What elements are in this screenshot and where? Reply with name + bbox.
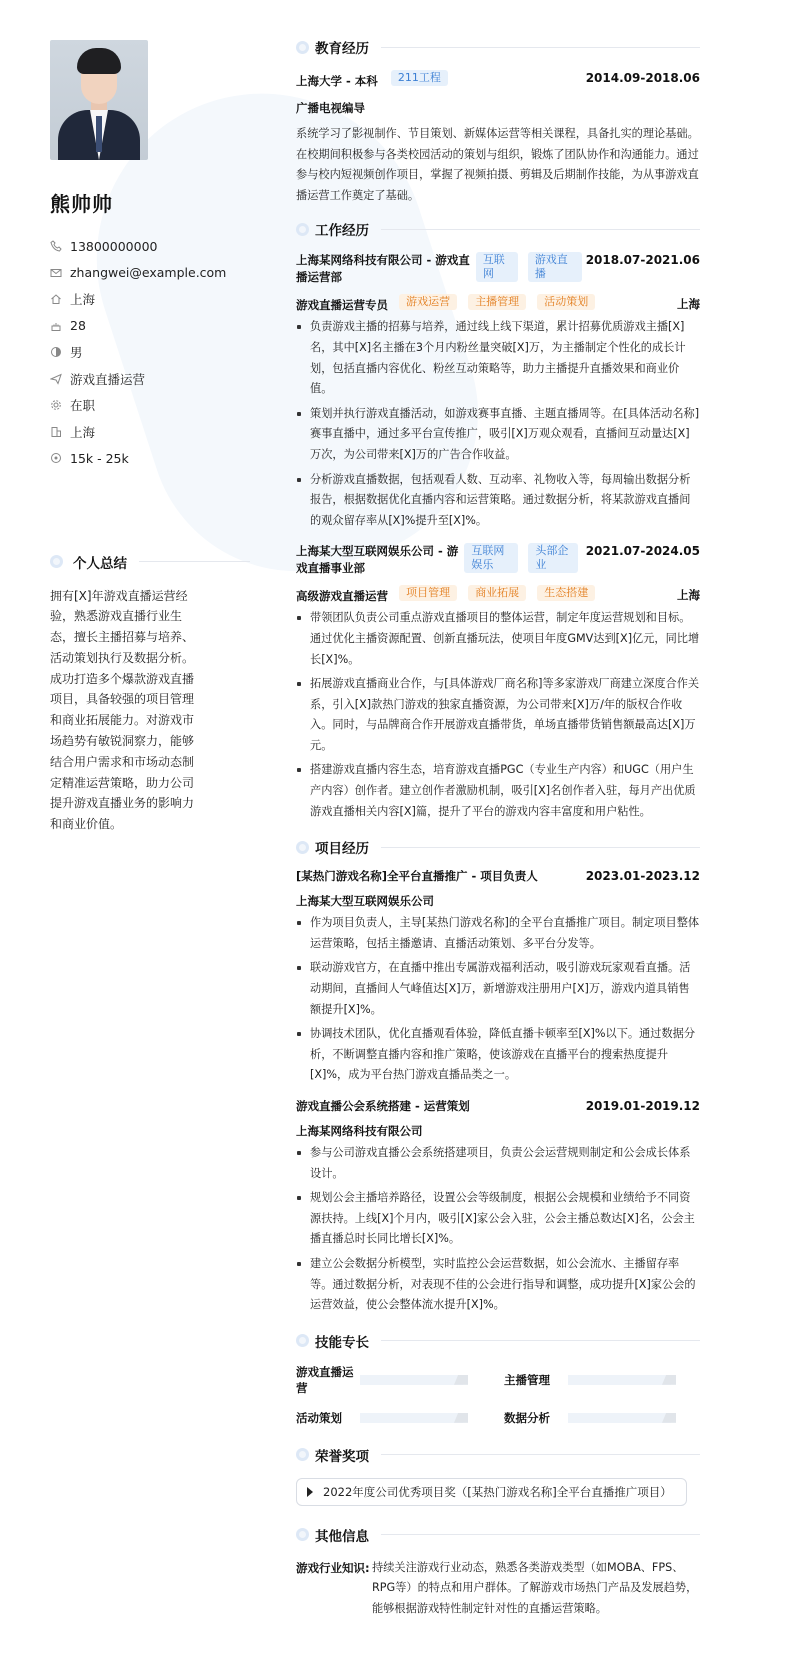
awards-title: 荣誉奖项 bbox=[315, 1448, 369, 1465]
list-item: 负责游戏主播的招募与培养，通过线上线下渠道，累计招募优质游戏主播[X]名，其中[X]名主播在3个月内粉丝量突破[X]万，为主播制定个性化的成长计划，包括直播内容优化、粉丝互动策略等，助力主播提升直播效果和商业价值。 bbox=[296, 317, 700, 399]
awards-header bbox=[296, 1444, 700, 1466]
skill-tag: 主播管理 bbox=[468, 294, 526, 310]
job-bullets bbox=[296, 608, 700, 822]
section-dot-icon bbox=[50, 555, 63, 568]
summary-text: 拥有[X]年游戏直播运营经验，熟悉游戏直播行业生态，擅长主播招募与培养、活动策划执行及数据分析。成功打造多个爆款游戏直播项目，具备较强的项目管理和商业拓展能力。对游戏市场趋势有敏锐洞察力，能够结合用户需求和市场动态制定精准运营策略，助力公司提升游戏直播业务的影响力和商业价值。 bbox=[50, 588, 195, 832]
list-item: 带领团队负责公司重点游戏直播项目的整体运营，制定年度运营规划和目标。通过优化主播资源配置、创新直播玩法，使项目年度GMV达到[X]亿元，同比增长[X]%。 bbox=[296, 608, 700, 670]
list-item: 搭建游戏直播内容生态，培育游戏直播PGC（专业生产内容）和UGC（用户生产内容）创作者。建立创作者激励机制，吸引[X]名创作者入驻，每月产出优质游戏直播相关内容[X]篇，提升了平台的游戏内容丰富度和用户粘性。 bbox=[296, 760, 700, 822]
project-org: 上海某网络科技有限公司 bbox=[296, 1124, 423, 1138]
skill-level-bar bbox=[360, 1375, 468, 1385]
skill-item bbox=[296, 1364, 492, 1396]
job-tag: 互联网娱乐 bbox=[464, 543, 518, 573]
project-date: 2019.01-2019.12 bbox=[585, 1099, 700, 1113]
section-divider bbox=[381, 229, 700, 230]
section-divider bbox=[381, 1340, 700, 1341]
skill-name: 主播管理 bbox=[504, 1372, 550, 1387]
job-city: 上海 bbox=[677, 587, 700, 602]
candidate-name: 熊帅帅 bbox=[50, 192, 113, 216]
skill-tag: 生态搭建 bbox=[537, 585, 595, 601]
contact-salary bbox=[50, 445, 250, 472]
play-icon bbox=[307, 1487, 313, 1497]
skill-item bbox=[504, 1410, 700, 1426]
coin-icon bbox=[50, 452, 62, 464]
project-item bbox=[296, 1098, 700, 1316]
status-value: 在职 bbox=[70, 398, 96, 414]
contact-age bbox=[50, 313, 250, 340]
other-title: 其他信息 bbox=[315, 1528, 369, 1545]
contact-phone bbox=[50, 233, 250, 260]
job-date: 2021.07-2024.05 bbox=[585, 544, 700, 559]
education-major: 广播电视编导 bbox=[296, 101, 365, 115]
contact-location bbox=[50, 286, 250, 313]
skill-name: 游戏直播运营 bbox=[296, 1364, 354, 1395]
skill-level-bar bbox=[360, 1413, 468, 1423]
skill-name: 活动策划 bbox=[296, 1410, 342, 1425]
other-info-label: 游戏行业知识: bbox=[296, 1560, 370, 1575]
skill-tag: 游戏运营 bbox=[399, 294, 457, 310]
school-name: 上海大学 - 本科 bbox=[296, 74, 378, 88]
job-role-row bbox=[296, 294, 700, 313]
job-date: 2018.07-2021.06 bbox=[585, 253, 700, 268]
skill-level-bar bbox=[568, 1413, 676, 1423]
target-role-value: 游戏直播运营 bbox=[70, 371, 146, 387]
section-divider bbox=[381, 847, 700, 848]
contact-status bbox=[50, 392, 250, 419]
skill-name: 数据分析 bbox=[504, 1410, 550, 1425]
education-header bbox=[296, 36, 700, 58]
target-city-value: 上海 bbox=[70, 424, 96, 440]
section-divider bbox=[381, 1454, 700, 1455]
phone-icon bbox=[50, 240, 62, 252]
skill-item bbox=[504, 1364, 700, 1396]
job-role: 高级游戏直播运营 bbox=[296, 589, 388, 604]
section-divider bbox=[381, 47, 700, 48]
location-value: 上海 bbox=[70, 292, 96, 308]
work-title: 工作经历 bbox=[315, 223, 369, 240]
job-tag: 头部企业 bbox=[528, 543, 578, 573]
project-item bbox=[296, 868, 700, 1086]
section-dot-icon bbox=[296, 1528, 309, 1541]
list-item: 联动游戏官方，在直播中推出专属游戏福利活动，吸引游戏玩家观看直播。活动期间，直播间人气峰值达[X]万，新增游戏注册用户[X]万，游戏内道具销售额提升[X]%。 bbox=[296, 958, 700, 1020]
education-date: 2014.09-2018.06 bbox=[585, 71, 700, 85]
list-item: 分析游戏直播数据，包括观看人数、互动率、礼物收入等，每周输出数据分析报告，根据数据优化直播内容和运营策略。通过数据分析，将某款游戏直播间的观众留存率从[X]%提升至[X]%。 bbox=[296, 470, 700, 532]
section-divider bbox=[139, 561, 250, 562]
home-icon bbox=[50, 293, 62, 305]
job-org: 上海某网络科技有限公司 - 游戏直播运营部 bbox=[296, 253, 470, 285]
other-info-row bbox=[296, 1558, 700, 1620]
section-dot-icon bbox=[296, 223, 309, 236]
job-org: 上海某大型互联网娱乐公司 - 游戏直播事业部 bbox=[296, 544, 459, 576]
section-dot-icon bbox=[296, 41, 309, 54]
section-dot-icon bbox=[296, 1334, 309, 1347]
contact-list bbox=[50, 233, 250, 472]
email-value: zhangwei@example.com bbox=[70, 265, 227, 281]
job-tag: 游戏直播 bbox=[528, 252, 582, 282]
mail-icon bbox=[50, 267, 62, 279]
age-value: 28 bbox=[70, 318, 86, 334]
project-header bbox=[296, 868, 700, 885]
work-header bbox=[296, 218, 700, 240]
salary-value: 15k - 25k bbox=[70, 450, 129, 466]
job-tag: 互联网 bbox=[476, 252, 518, 282]
list-item: 作为项目负责人，主导[某热门游戏名称]的全平台直播推广项目。制定项目整体运营策略，包括主播邀请、直播活动策划、多平台分发等。 bbox=[296, 913, 700, 954]
avatar bbox=[50, 40, 148, 160]
job-header bbox=[296, 543, 700, 577]
contact-target-role bbox=[50, 366, 250, 393]
award-item bbox=[296, 1478, 687, 1506]
section-dot-icon bbox=[296, 841, 309, 854]
project-date: 2023.01-2023.12 bbox=[585, 869, 700, 884]
list-item: 策划并执行游戏直播活动，如游戏赛事直播、主题直播周等。在[具体活动名称]赛事直播中，通过多平台宣传推广，吸引[X]万观众观看，直播间互动量达[X]万次，为公司带来[X]万的广告合作收益。 bbox=[296, 404, 700, 466]
summary-header bbox=[50, 552, 250, 572]
skill-item bbox=[296, 1410, 492, 1426]
projects-title: 项目经历 bbox=[315, 841, 369, 858]
contact-gender bbox=[50, 339, 250, 366]
list-item: 拓展游戏直播商业合作，与[具体游戏厂商名称]等多家游戏厂商建立深度合作关系，引入[X]款热门游戏的独家直播资源，为公司带来[X]万/年的版权合作收入。同时，与品牌商合作开展游戏直播带货，单场直播带货销售额最高达[X]万元。 bbox=[296, 674, 700, 756]
skill-tag: 活动策划 bbox=[537, 294, 595, 310]
other-info-text: 持续关注游戏行业动态，熟悉各类游戏类型（如MOBA、FPS、RPG等）的特点和用户群体。了解游戏市场热门产品及发展趋势，能够根据游戏特性制定针对性的直播运营策略。 bbox=[372, 1560, 698, 1615]
projects-header bbox=[296, 836, 700, 858]
job-item bbox=[296, 543, 700, 822]
skill-tag: 项目管理 bbox=[399, 585, 457, 601]
section-divider bbox=[381, 1534, 700, 1535]
skill-tag: 商业拓展 bbox=[468, 585, 526, 601]
job-role-row bbox=[296, 585, 700, 604]
project-bullets bbox=[296, 1143, 700, 1316]
sidebar bbox=[50, 40, 250, 835]
project-org: 上海某大型互联网娱乐公司 bbox=[296, 894, 434, 909]
building-icon bbox=[50, 426, 62, 438]
skill-level-bar bbox=[568, 1375, 676, 1385]
job-item bbox=[296, 252, 700, 531]
gender-icon bbox=[50, 346, 62, 358]
education-title: 教育经历 bbox=[315, 41, 369, 57]
list-item: 规划公会主播培养路径，设置公会等级制度，根据公会规模和业绩给予不同资源扶持。上线[X]个月内，吸引[X]家公会入驻，公会主播总数达[X]名，公会主播直播总时长同比增长[X]%。 bbox=[296, 1188, 700, 1250]
award-text: 2022年度公司优秀项目奖（[某热门游戏名称]全平台直播推广项目） bbox=[323, 1484, 672, 1499]
job-header bbox=[296, 252, 700, 286]
project-name: [某热门游戏名称]全平台直播推广 - 项目负责人 bbox=[296, 869, 538, 884]
project-header bbox=[296, 1098, 700, 1115]
job-bullets bbox=[296, 317, 700, 531]
summary-title: 个人总结 bbox=[73, 555, 127, 572]
gear-icon bbox=[50, 399, 62, 411]
send-icon bbox=[50, 373, 62, 385]
skills-grid bbox=[296, 1364, 700, 1426]
list-item: 建立公会数据分析模型，实时监控公会运营数据，如公会流水、主播留存率等。通过数据分析，对表现不佳的公会进行指导和调整，成功提升[X]家公会的运营效益，使公会整体流水提升[X]%。 bbox=[296, 1254, 700, 1316]
other-header bbox=[296, 1524, 700, 1546]
contact-email bbox=[50, 260, 250, 287]
main-content bbox=[296, 36, 700, 1620]
skills-header bbox=[296, 1330, 700, 1352]
school-tag: 211工程 bbox=[391, 70, 448, 86]
education-row bbox=[296, 70, 700, 90]
phone-value: 13800000000 bbox=[70, 238, 158, 254]
section-dot-icon bbox=[296, 1448, 309, 1461]
project-bullets bbox=[296, 913, 700, 1086]
project-name: 游戏直播公会系统搭建 - 运营策划 bbox=[296, 1099, 470, 1113]
list-item: 参与公司游戏直播公会系统搭建项目，负责公会运营规则制定和公会成长体系设计。 bbox=[296, 1143, 700, 1184]
job-role: 游戏直播运营专员 bbox=[296, 298, 388, 313]
job-city: 上海 bbox=[677, 296, 700, 311]
gender-value: 男 bbox=[70, 345, 83, 361]
contact-target-city bbox=[50, 419, 250, 446]
education-desc: 系统学习了影视制作、节目策划、新媒体运营等相关课程，具备扎实的理论基础。在校期间积极参与各类校园活动的策划与组织，锻炼了团队协作和沟通能力。通过参与校内短视频创作项目，掌握了视频拍摄、剪辑及后期制作技能，为从事游戏直播运营工作奠定了基础。 bbox=[296, 127, 699, 202]
cake-icon bbox=[50, 320, 62, 332]
list-item: 协调技术团队，优化直播观看体验，降低直播卡顿率至[X]%以下。通过数据分析，不断调整直播内容和推广策略，使该游戏在直播平台的搜索热度提升[X]%，成为平台热门游戏直播品类之一。 bbox=[296, 1024, 700, 1086]
skills-title: 技能专长 bbox=[315, 1334, 369, 1351]
